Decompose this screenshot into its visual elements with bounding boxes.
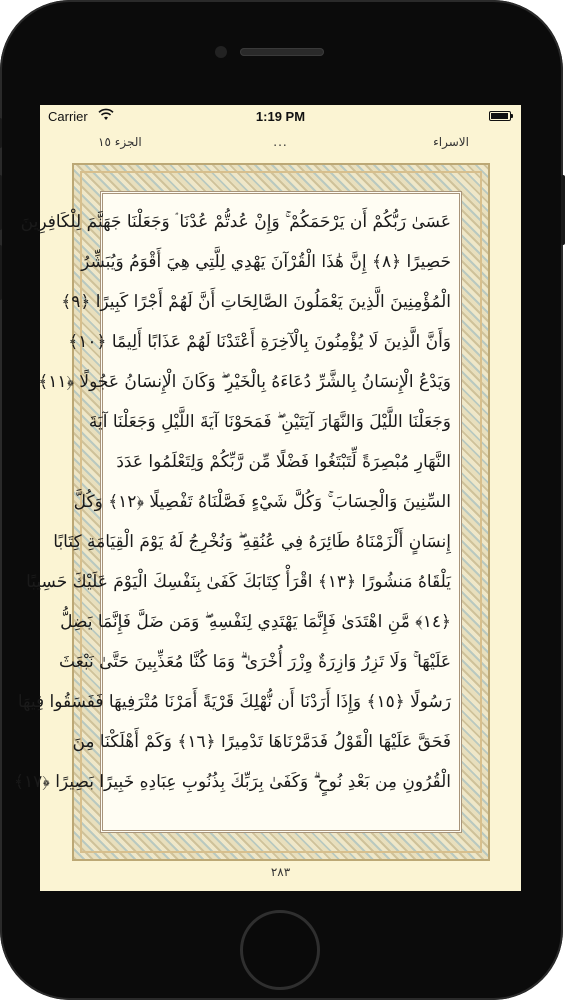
- verse-line: يَلْقَاهُ مَنشُورًا ﴿١٣﴾ اقْرَأْ كِتَابَكَ كَفَىٰ بِنَفْسِكَ الْيَوْمَ عَلَيْكَ حَسِيبًا: [26, 572, 451, 592]
- verse-line: رَسُولًا ﴿١٥﴾ وَإِذَا أَرَدْنَا أَن نُّهْلِكَ قَرْيَةً أَمَرْنَا مُتْرَفِيهَا فَفَسَقُوا فِيهَا: [17, 692, 451, 712]
- page-number: ٢٨٣: [270, 865, 291, 879]
- camera-icon: [215, 46, 227, 58]
- verse-line: عَسَىٰ رَبُّكُمْ أَن يَرْحَمَكُمْ ۚ وَإِنْ عُدتُّمْ عُدْنَا ۘ وَجَعَلْنَا جَهَنَّمَ لِلْكَافِرِينَ: [20, 212, 451, 232]
- status-bar: [40, 105, 521, 129]
- status-time: 1:19 PM: [255, 109, 306, 124]
- battery-icon: [489, 111, 511, 121]
- verse-line: إِنسَانٍ أَلْزَمْنَاهُ طَائِرَهُ فِي عُنُقِهِ ۖ وَنُخْرِجُ لَهُ يَوْمَ الْقِيَامَةِ كِتَابًا: [53, 532, 451, 552]
- volume-down-button: [0, 245, 2, 300]
- surah-name: الاسراء: [433, 135, 469, 149]
- verse-line: وَأَنَّ الَّذِينَ لَا يُؤْمِنُونَ بِالْآخِرَةِ أَعْتَدْنَا لَهُمْ عَذَابًا أَلِيمًا ﴿١٠﴾: [68, 332, 451, 352]
- speaker-grille: [240, 48, 324, 56]
- page-header: [40, 135, 521, 155]
- carrier-label: Carrier: [48, 109, 88, 124]
- verse-line: السِّنِينَ وَالْحِسَابَ ۚ وَكُلَّ شَيْءٍ فَصَّلْنَاهُ تَفْصِيلًا ﴿١٢﴾ وَكُلَّ: [73, 492, 451, 512]
- verse-line: ﴿١٤﴾ مَّنِ اهْتَدَىٰ فَإِنَّمَا يَهْتَدِي لِنَفْسِهِ ۖ وَمَن ضَلَّ فَإِنَّمَا يَضِلُّ: [60, 612, 451, 632]
- silent-switch: [0, 118, 2, 148]
- verse-line: الْقُرُونِ مِن بَعْدِ نُوحٍ ۗ وَكَفَىٰ بِرَبِّكَ بِذُنُوبِ عِبَادِهِ خَبِيرًا بَصِيرًا ﴿١٧﴾: [14, 772, 451, 792]
- verse-lines: [14, 202, 451, 802]
- verse-line: النَّهَارِ مُبْصِرَةً لِّتَبْتَغُوا فَضْلًا مِّن رَّبِّكُمْ وَلِتَعْلَمُوا عَدَدَ: [116, 452, 451, 472]
- verse-line: فَحَقَّ عَلَيْهَا الْقَوْلُ فَدَمَّرْنَاهَا تَدْمِيرًا ﴿١٦﴾ وَكَمْ أَهْلَكْنَا مِنَ: [72, 732, 451, 752]
- verse-line: حَصِيرًا ﴿٨﴾ إِنَّ هَٰذَا الْقُرْآنَ يَهْدِي لِلَّتِي هِيَ أَقْوَمُ وَيُبَشِّرُ: [81, 252, 451, 272]
- verse-line: الْمُؤْمِنِينَ الَّذِينَ يَعْمَلُونَ الصَّالِحَاتِ أَنَّ لَهُمْ أَجْرًا كَبِيرًا ﴿٩﴾: [61, 292, 451, 312]
- home-button[interactable]: [240, 910, 320, 990]
- verse-line: وَيَدْعُ الْإِنسَانُ بِالشَّرِّ دُعَاءَهُ بِالْخَيْرِ ۖ وَكَانَ الْإِنسَانُ عَجُولًا ﴿١١﴾: [38, 372, 451, 392]
- volume-up-button: [0, 175, 2, 230]
- power-button: [561, 175, 565, 245]
- more-menu-button[interactable]: ...: [273, 135, 288, 149]
- verse-line: وَجَعَلْنَا اللَّيْلَ وَالنَّهَارَ آيَتَيْنِ ۖ فَمَحَوْنَا آيَةَ اللَّيْلِ وَجَعَلْنَا آيَةَ: [88, 412, 451, 432]
- screen: [14, 105, 521, 891]
- mushaf-page[interactable]: [14, 191, 462, 833]
- verse-line: عَلَيْهَا ۚ وَلَا تَزِرُ وَازِرَةٌ وِزْرَ أُخْرَىٰ ۗ وَمَا كُنَّا مُعَذِّبِينَ حَتَّىٰ نَبْعَثَ: [59, 652, 451, 672]
- ornamental-border: [14, 163, 490, 861]
- juz-label: الجزء ١٥: [98, 135, 142, 149]
